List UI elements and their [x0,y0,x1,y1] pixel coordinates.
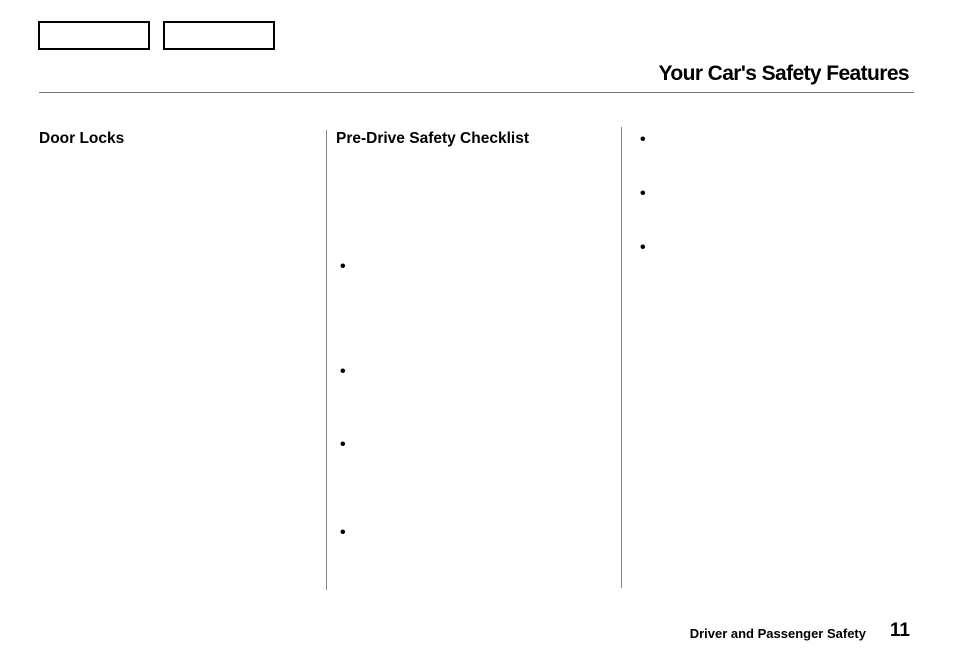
bullet-icon: • [340,363,346,380]
column-divider-1 [326,130,327,590]
door-locks-heading: Door Locks [39,130,125,147]
column-divider-2 [621,127,622,588]
bullet-icon: • [340,524,346,541]
bullet-icon: • [640,131,646,148]
page-number: 11 [889,620,910,641]
pre-drive-checklist-heading: Pre-Drive Safety Checklist [336,130,529,147]
bullet-icon: • [640,239,646,256]
header-divider [39,92,914,93]
bullet-icon: • [640,185,646,202]
bullet-icon: • [340,436,346,453]
footer-section-label: Driver and Passenger Safety [689,626,866,641]
bullet-icon: • [340,258,346,275]
page-title: Your Car's Safety Features [658,62,909,85]
nav-button-1[interactable] [38,21,150,50]
nav-button-2[interactable] [163,21,275,50]
